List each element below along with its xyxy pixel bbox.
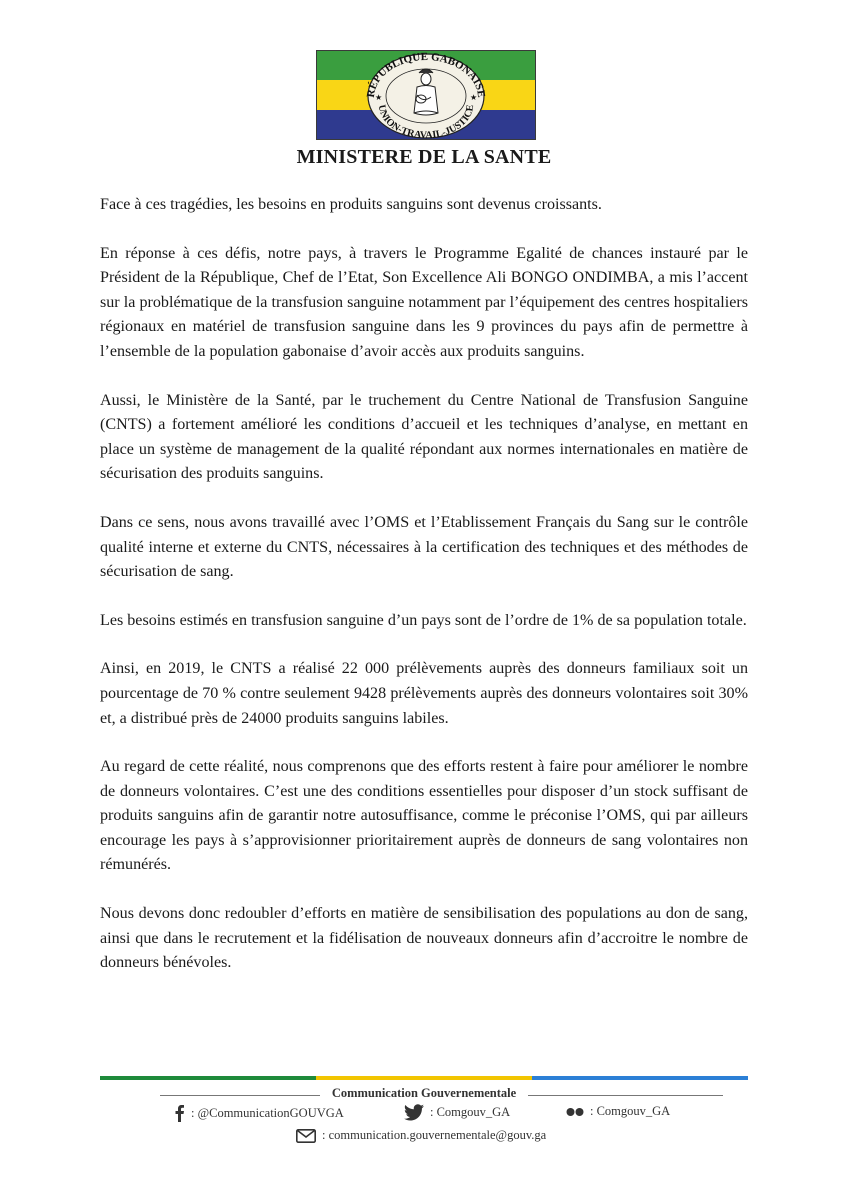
twitter-contact xyxy=(404,1104,510,1121)
paragraph: Dans ce sens, nous avons travaillé avec l’OMS et l’Etablissement Français du Sang sur le contrôle qualité interne et externe du CNTS, nécessaires à la certification des techniques et des méthodes de sécurisation de sang. xyxy=(100,513,748,581)
email-icon xyxy=(296,1129,316,1143)
footer-color-line xyxy=(100,1076,748,1080)
seal-star-right: ★ xyxy=(470,93,478,102)
footer-line-yellow xyxy=(316,1076,532,1080)
flickr-handle: : Comgouv_GA xyxy=(590,1104,671,1118)
email-contact xyxy=(296,1128,546,1143)
twitter-icon xyxy=(404,1104,424,1121)
facebook-handle: : @CommunicationGOUVGA xyxy=(191,1105,344,1120)
seal-star-left: ★ xyxy=(375,93,383,102)
paragraph: En réponse à ces défis, notre pays, à travers le Programme Egalité de chances instauré par le Président de la République, Chef de l’Etat, Son Excellence Ali BONGO ONDIMBA, a mis l’accent sur la problématique de la transfusion sanguine notamment par l’équipement des centres hospitaliers régionaux en matériel de transfusion sanguine dans les 9 provinces du pays afin de permettre à l’ensemble de la population gabonaise d’avoir accès aux produits sanguins. xyxy=(100,244,748,360)
seal-top-text: RÉPUBLIQUE GABONAISE xyxy=(364,51,488,99)
seal-bottom-text: UNION-TRAVAIL-JUSTICE xyxy=(375,103,477,139)
facebook-contact xyxy=(174,1104,344,1122)
coat-of-arms-seal xyxy=(317,51,535,139)
footer-line-blue xyxy=(532,1076,748,1080)
footer-line-green xyxy=(100,1076,316,1080)
paragraph: Ainsi, en 2019, le CNTS a réalisé 22 000 prélèvements auprès des donneurs familiaux soit un pourcentage de 70 % contre seulement 9428 prélèvements auprès des donneurs volontaires soit 30% et, a distribué près de 24000 produits sanguins labiles. xyxy=(100,660,748,727)
paragraph: Aussi, le Ministère de la Santé, par le truchement du Centre National de Transfusion Sanguine (CNTS) a fortement amélioré les conditions d’accueil et les techniques d’analyse, en mettant en place un système de management de la qualité répondant aux normes internationales en matière de sécurisation des produits sanguins. xyxy=(100,391,748,483)
paragraph: Face à ces tragédies, les besoins en produits sanguins sont devenus croissants. xyxy=(100,196,602,213)
footer-title: Communication Gouvernementale xyxy=(331,1086,517,1100)
gabon-flag-emblem xyxy=(316,50,536,140)
paragraph: Au regard de cette réalité, nous comprenons que des efforts restent à faire pour améliorer le nombre de donneurs volontaires. C’est une des conditions essentielles pour disposer d’un stock suffisant de produits sanguins afin de garantir notre autosuffisance, comme le préconise l’OMS, qui par ailleurs encourage les pays à s’approvisionner prioritairement auprès de donneurs de sang volontaires non rémunérés. xyxy=(100,758,748,874)
email-address: : communication.gouvernementale@gouv.ga xyxy=(322,1128,547,1142)
ministry-title: MINISTERE DE LA SANTE xyxy=(296,146,552,168)
flickr-icon xyxy=(566,1107,584,1117)
paragraph: Nous devons donc redoubler d’efforts en matière de sensibilisation des populations au don de sang, ainsi que dans le recrutement et la fidélisation de nouveaux donneurs afin d’accroitre le nombre de donneurs bénévoles. xyxy=(100,905,748,972)
twitter-handle: : Comgouv_GA xyxy=(430,1105,511,1119)
flickr-contact xyxy=(566,1104,670,1119)
facebook-icon xyxy=(174,1104,185,1122)
paragraph: Les besoins estimés en transfusion sanguine d’un pays sont de l’ordre de 1% de sa population totale. xyxy=(100,611,747,629)
document-body xyxy=(100,193,748,1000)
